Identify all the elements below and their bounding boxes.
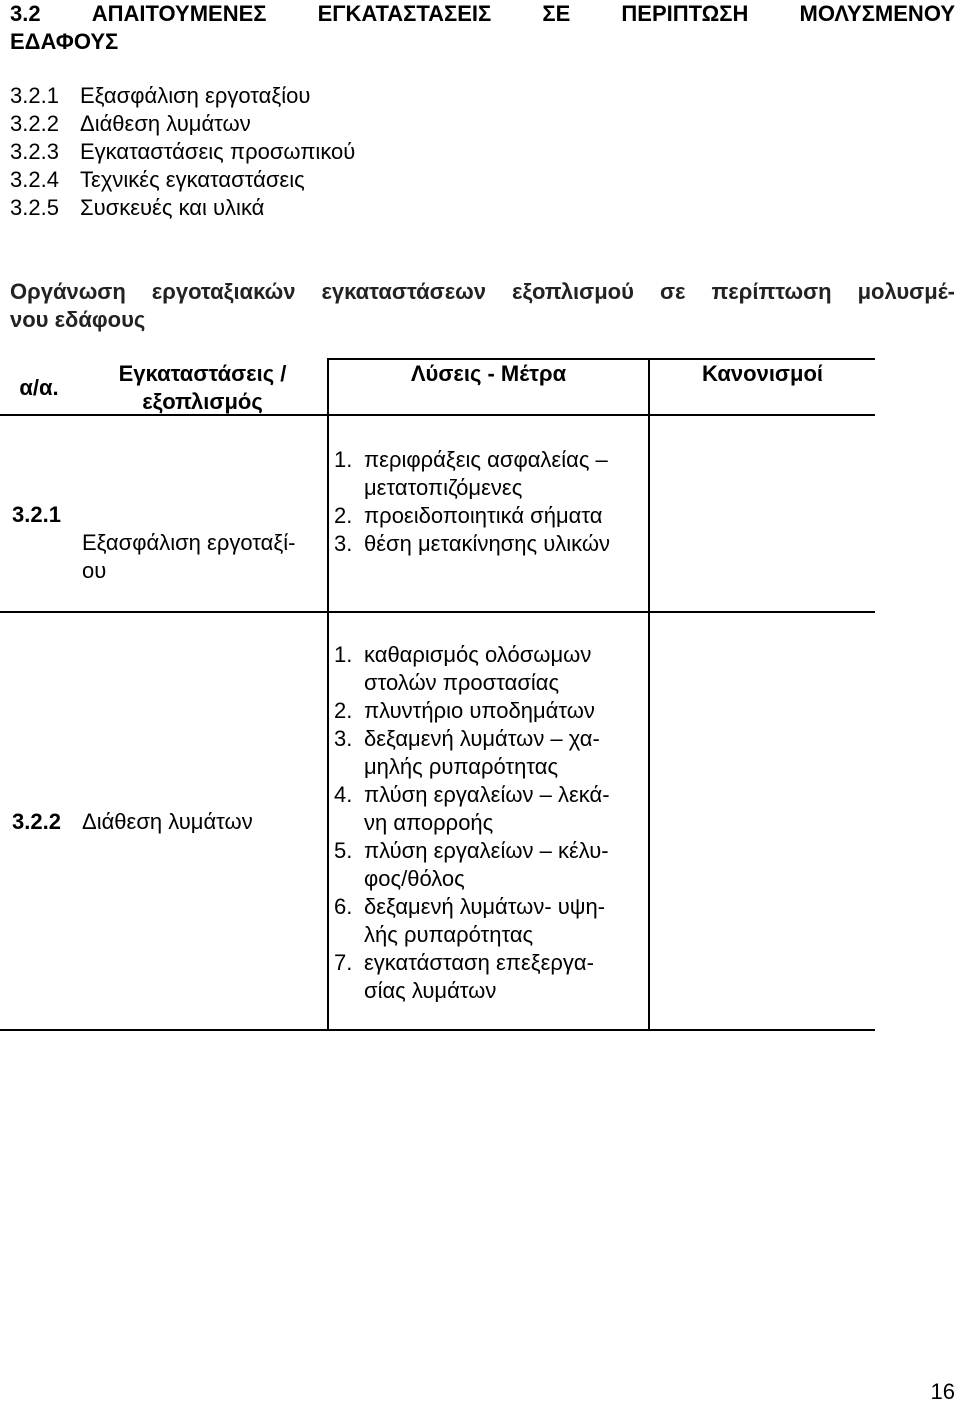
intro-word: περίπτωση <box>711 279 832 304</box>
table-rule-bottom <box>0 1029 875 1031</box>
row-measures <box>334 446 646 558</box>
subsection-number: 3.2.3 <box>10 139 59 164</box>
subsection-number: 3.2.1 <box>10 83 59 108</box>
intro-line1 <box>10 278 955 306</box>
table-rule-row1-bottom <box>0 611 875 613</box>
subsection-label: Εξασφάλιση εργοταξίου <box>80 83 311 108</box>
subsection-label: Συσκευές και υλικά <box>80 195 265 220</box>
row-facility: Διάθεση λυμάτων <box>82 809 253 834</box>
measure-number: 2. <box>334 698 353 723</box>
measure-text: προειδοποιητικά σήματα <box>364 503 603 528</box>
measure-item <box>334 641 646 697</box>
measures-list <box>334 446 646 558</box>
measure-item <box>334 502 646 530</box>
header-facilities-line1: Εγκαταστάσεις / <box>118 361 287 386</box>
row-facility-line2: ου <box>82 558 107 583</box>
measure-text: θέση μετακίνησης υλικών <box>364 531 611 556</box>
heading-word: ΜΟΛΥΣΜΕΝΟΥ <box>799 1 955 26</box>
intro-word: μολυσμέ- <box>857 279 955 304</box>
measure-number: 5. <box>334 838 353 863</box>
subsection-label: Τεχνικές εγκαταστάσεις <box>80 167 305 192</box>
subsection-item <box>10 194 355 222</box>
table-rule-col3-left <box>327 358 329 1031</box>
intro-paragraph <box>10 278 955 334</box>
measure-text: πλύση εργαλείων – κέλυ- φος/θόλος <box>364 838 609 891</box>
header-facilities-line2: εξοπλισμός <box>142 389 263 414</box>
subsection-number: 3.2.4 <box>10 167 59 192</box>
measure-number: 3. <box>334 726 353 751</box>
subsection-list <box>10 82 355 222</box>
intro-word: σε <box>659 279 686 304</box>
measure-item <box>334 697 646 725</box>
section-heading <box>10 0 955 56</box>
measure-number: 2. <box>334 503 353 528</box>
section-heading-line2: ΕΔΑΦΟΥΣ <box>10 29 119 54</box>
table-rule-col4-left <box>648 358 650 1031</box>
heading-word: ΕΓΚΑΤΑΣΤΑΣΕΙΣ <box>317 1 492 26</box>
intro-word: Οργάνωση <box>10 279 126 304</box>
measure-text: πλυντήριο υποδημάτων <box>364 698 595 723</box>
measure-text: καθαρισμός ολόσωμων στολών προστασίας <box>364 642 592 695</box>
intro-line2: νου εδάφους <box>10 307 146 332</box>
heading-word: ΣΕ <box>542 1 571 26</box>
page-number: 16 <box>930 1379 955 1404</box>
measure-number: 1. <box>334 447 353 472</box>
section-number: 3.2 <box>10 1 41 26</box>
row-code: 3.2.1 <box>12 502 61 527</box>
measure-text: εγκατάσταση επεξεργα- σίας λυμάτων <box>364 950 594 1003</box>
intro-word: εγκαταστάσεων <box>321 279 486 304</box>
subsection-number: 3.2.2 <box>10 111 59 136</box>
measure-number: 7. <box>334 950 353 975</box>
measure-item <box>334 781 646 837</box>
heading-word: ΑΠΑΙΤΟΥΜΕΝΕΣ <box>91 1 267 26</box>
measure-item <box>334 893 646 949</box>
heading-word: ΠΕΡΙΠΤΩΣΗ <box>621 1 749 26</box>
header-solutions: Λύσεις - Μέτρα <box>410 361 567 386</box>
header-serial-number: α/α. <box>19 375 59 400</box>
subsection-item <box>10 166 355 194</box>
measure-text: περιφράξεις ασφαλείας – μετατοπιζόμενες <box>364 447 608 500</box>
measure-item <box>334 725 646 781</box>
intro-word: εξοπλισμού <box>512 279 634 304</box>
section-heading-line1 <box>10 0 955 28</box>
row-measures <box>334 641 646 1005</box>
measure-text: δεξαμενή λυμάτων – χα- μηλής ρυπαρότητας <box>364 726 600 779</box>
row-code: 3.2.2 <box>12 809 61 834</box>
measure-text: δεξαμενή λυμάτων- υψη- λής ρυπαρότητας <box>364 894 606 947</box>
subsection-item <box>10 138 355 166</box>
subsection-number: 3.2.5 <box>10 195 59 220</box>
row-facility <box>82 529 326 585</box>
header-facilities <box>80 360 325 416</box>
measures-list <box>334 641 646 1005</box>
row-facility-line1: Εξασφάλιση εργοταξί- <box>82 530 296 555</box>
measure-number: 6. <box>334 894 353 919</box>
measure-item <box>334 949 646 1005</box>
measure-text: πλύση εργαλείων – λεκά- νη απορροής <box>364 782 610 835</box>
intro-word: εργοταξιακών <box>151 279 296 304</box>
measure-item <box>334 530 646 558</box>
measure-item <box>334 446 646 502</box>
header-regulations: Κανονισμοί <box>702 361 823 386</box>
subsection-label: Διάθεση λυμάτων <box>80 111 251 136</box>
subsection-label: Εγκαταστάσεις προσωπικού <box>80 139 356 164</box>
measure-number: 3. <box>334 531 353 556</box>
measure-number: 4. <box>334 782 353 807</box>
measure-item <box>334 837 646 893</box>
subsection-item <box>10 82 355 110</box>
measure-number: 1. <box>334 642 353 667</box>
subsection-item <box>10 110 355 138</box>
